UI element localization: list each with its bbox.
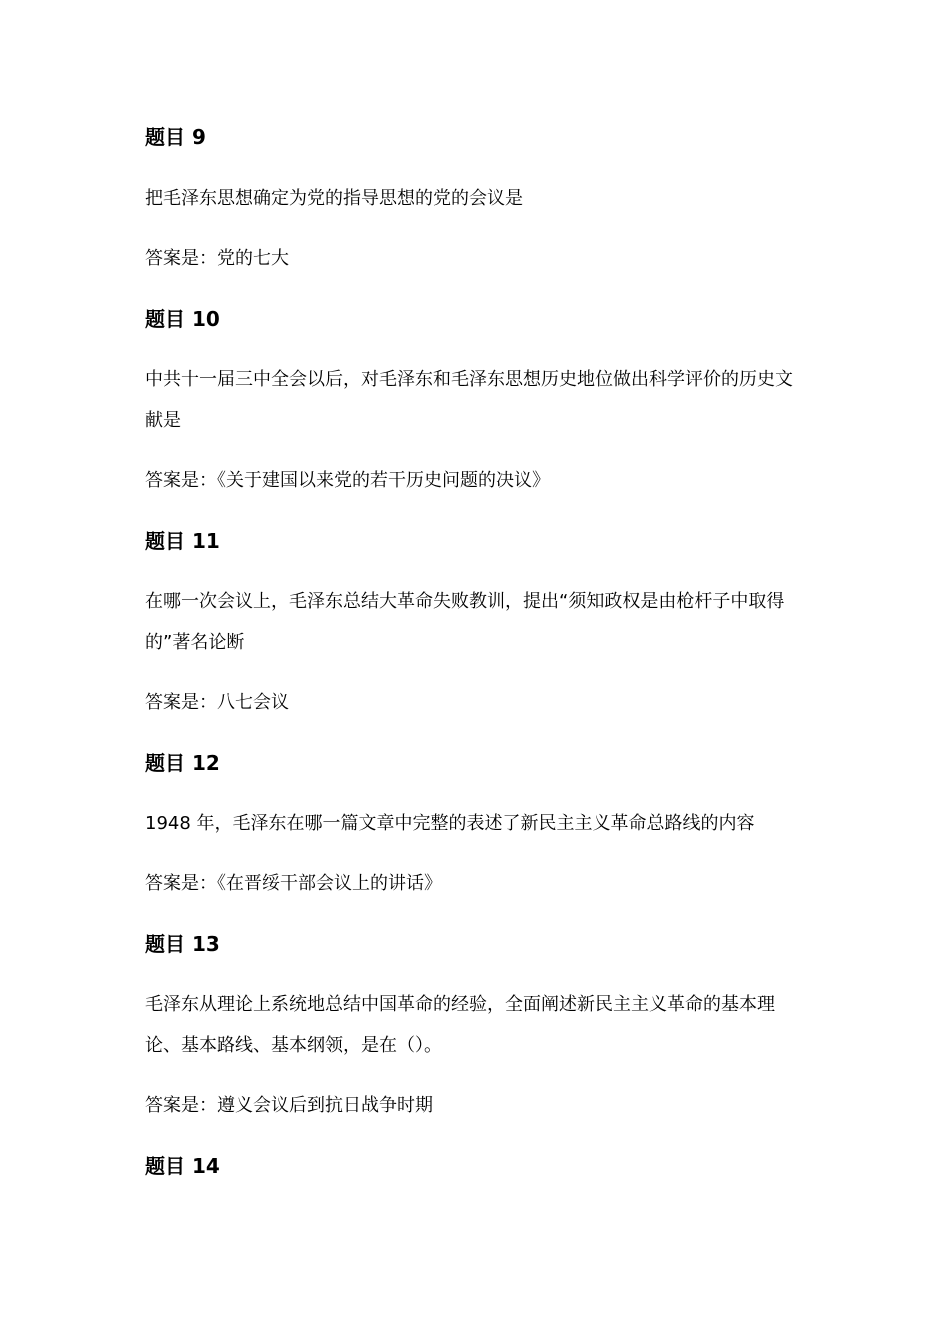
question-title: 题目 11 xyxy=(145,529,220,553)
answer-text: 答案是：《在晋绥干部会议上的讲话》 xyxy=(145,873,442,894)
question-text: 1948 年，毛泽东在哪一篇文章中完整的表述了新民主主义革命总路线的内容 xyxy=(145,813,755,834)
answer-text: 答案是：遵义会议后到抗日战争时期 xyxy=(145,1095,433,1116)
answer-text: 答案是：八七会议 xyxy=(145,692,289,713)
question-text: 毛泽东从理论上系统地总结中国革命的经验，全面阐述新民主主义革命的基本理论、基本路线、基本纲领，是在（）。 xyxy=(145,994,775,1056)
question-text: 在哪一次会议上，毛泽东总结大革命失败教训，提出“须知政权是由枪杆子中取得的”著名论断 xyxy=(145,591,785,653)
answer-text: 答案是：《关于建国以来党的若干历史问题的决议》 xyxy=(145,470,550,491)
question-title: 题目 10 xyxy=(145,307,220,331)
question-title: 题目 12 xyxy=(145,751,220,775)
question-text: 把毛泽东思想确定为党的指导思想的党的会议是 xyxy=(145,188,523,209)
answer-text: 答案是：党的七大 xyxy=(145,248,289,269)
question-title: 题目 13 xyxy=(145,932,220,956)
question-title: 题目 14 xyxy=(145,1154,220,1178)
question-text: 中共十一届三中全会以后，对毛泽东和毛泽东思想历史地位做出科学评价的历史文献是 xyxy=(145,369,793,431)
question-title: 题目 9 xyxy=(145,125,206,149)
